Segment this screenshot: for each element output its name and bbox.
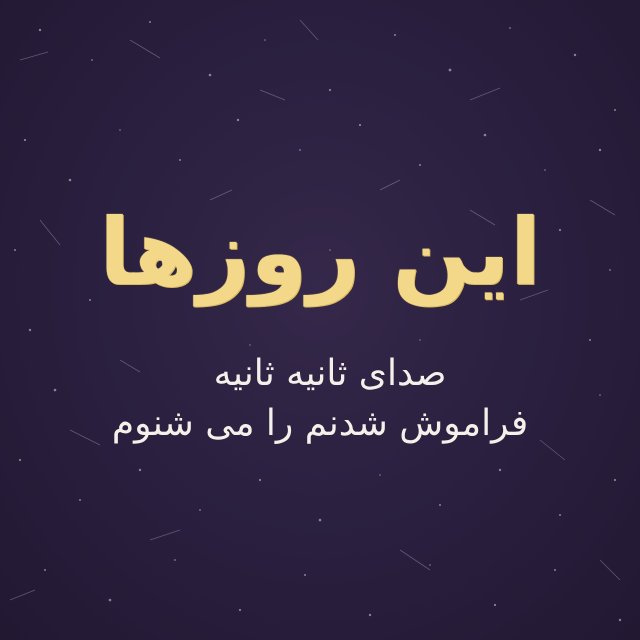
poster-title: این روزها [98,199,542,306]
subtitle-line-1: صدای ثانیه ثانیه [213,353,447,394]
subtitle-line-2: فراموش شدنم را می شنوم [111,403,529,444]
